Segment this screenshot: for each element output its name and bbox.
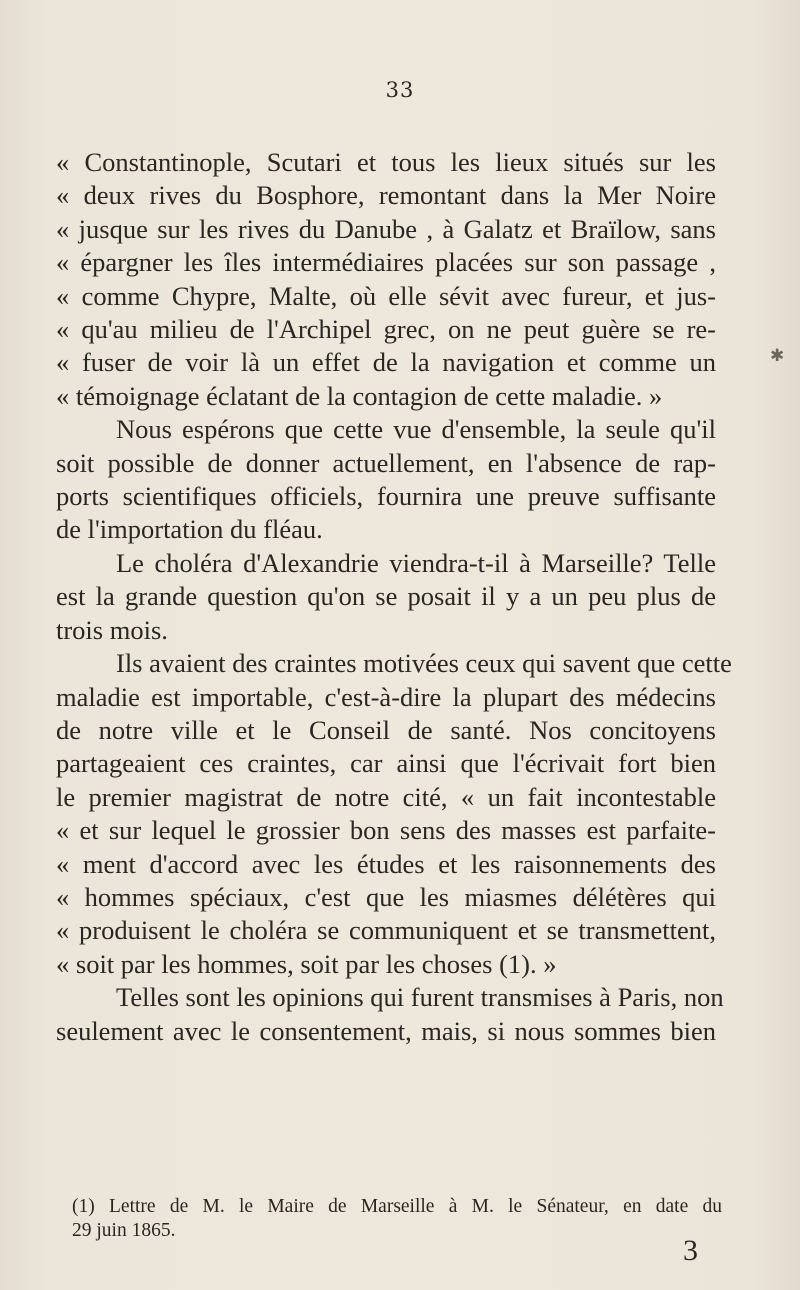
text-line: « deux rives du Bosphore, remontant dans la Mer Noire (56, 180, 716, 211)
footnote-line: 29 juin 1865. (72, 1220, 176, 1241)
text-line: « comme Chypre, Malte, où elle sévit avec fureur, et jus- (56, 280, 716, 311)
footnote (72, 1195, 722, 1243)
text-line: « épargner les îles intermédiaires placées sur son passage , (56, 247, 716, 278)
text-line: maladie est importable, c'est-à-dire la plupart des médecins (56, 681, 716, 712)
page-number: 33 (385, 78, 415, 102)
text-line: « soit par les hommes, soit par les choses (1). » (56, 948, 557, 979)
text-line: est la grande question qu'on se posait il y a un peu plus de (56, 581, 716, 612)
paragraph-fears (56, 647, 732, 981)
text-line: « ment d'accord avec les études et les raisonnements des (56, 848, 716, 879)
text-line: de l'importation du fléau. (56, 514, 323, 545)
paragraph-opinions (56, 981, 724, 1048)
text-line: « et sur lequel le grossier bon sens des masses est parfaite- (56, 815, 716, 846)
text-line: le premier magistrat de notre cité, « un fait incontestable (56, 781, 716, 812)
text-line: de notre ville et le Conseil de santé. Nos concitoyens (56, 714, 716, 745)
paragraph-overview (56, 413, 716, 547)
text-line: trois mois. (56, 614, 168, 645)
footnote-line: (1) Lettre de M. le Maire de Marseille à M. le Sénateur, en date du (72, 1196, 722, 1217)
text-line: « hommes spéciaux, c'est que les miasmes délétères qui (56, 881, 716, 912)
text-line: soit possible de donner actuellement, en l'absence de rap- (56, 447, 716, 478)
text-line: « jusque sur les rives du Danube , à Galatz et Braïlow, sans (56, 213, 716, 244)
text-line: « produisent le choléra se communiquent et se transmettent, (56, 915, 716, 946)
text-line: « fuser de voir là un effet de la navigation et comme un (56, 347, 716, 378)
text-line: ports scientifiques officiels, fournira une preuve suffisante (56, 481, 716, 512)
text-line: Nous espérons que cette vue d'ensemble, la seule qu'il (116, 414, 716, 445)
paragraph-quote-continuation (56, 146, 716, 413)
text-line: Le choléra d'Alexandrie viendra-t-il à Marseille? Telle (116, 547, 716, 578)
text-line: « qu'au milieu de l'Archipel grec, on ne peut guère se re- (56, 314, 716, 345)
paragraph-question (56, 547, 716, 647)
text-line: Telles sont les opinions qui furent transmises à Paris, non (116, 982, 724, 1013)
text-line: « témoignage éclatant de la contagion de cette maladie. » (56, 380, 663, 411)
text-line: partageaient ces craintes, car ainsi que l'écrivait fort bien (56, 748, 716, 779)
text-line: Ils avaient des craintes motivées ceux qui savent que cette (116, 648, 732, 679)
text-line: « Constantinople, Scutari et tous les lieux situés sur les (56, 147, 716, 177)
body-text (56, 146, 732, 1048)
signature-mark: 3 (683, 1234, 698, 1267)
margin-mark-icon: ✱ (770, 346, 785, 366)
text-line: seulement avec le consentement, mais, si nous sommes bien (56, 1015, 716, 1046)
